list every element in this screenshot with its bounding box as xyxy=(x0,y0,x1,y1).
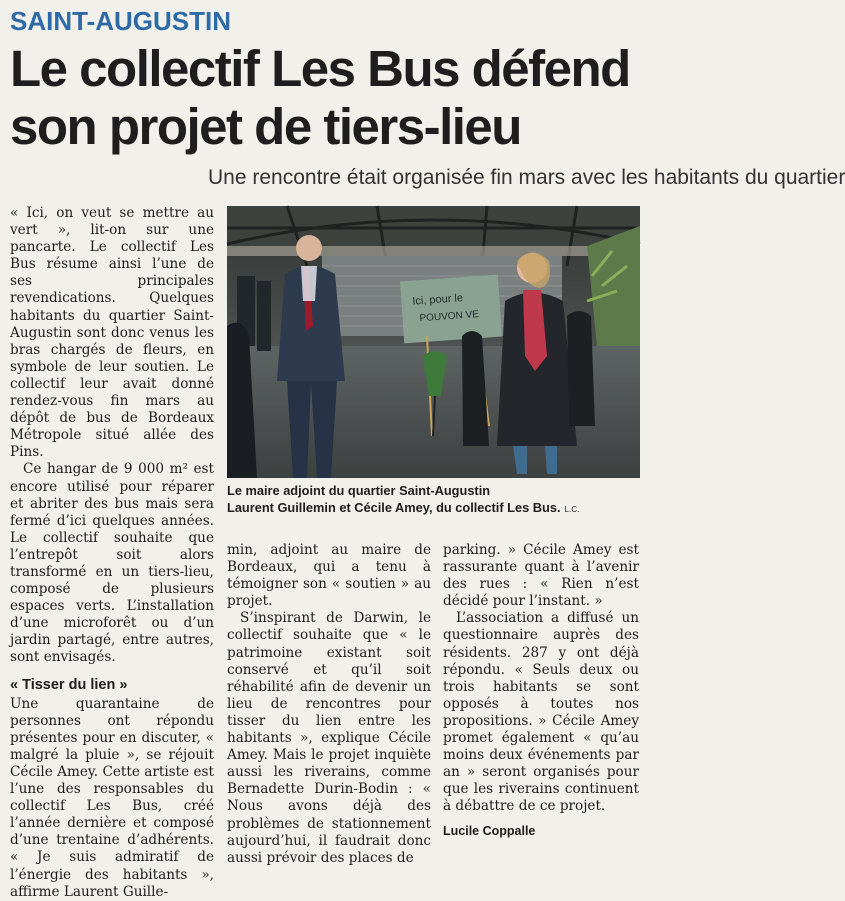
author-byline: Lucile Coppalle xyxy=(443,823,536,838)
sign-text: Ici, pour le xyxy=(411,292,464,308)
paragraph: min, adjoint au maire de Bordeaux, qui a tenu à témoigner son « soutien » au projet. xyxy=(227,542,431,610)
photo-credit: L.C. xyxy=(564,505,580,514)
headline-line: Le collectif Les Bus défend xyxy=(10,40,630,97)
paragraph: Ce hangar de 9 000 m² est encore utilisé pour réparer et abriter des bus mais sera fermé d’ici quelques années. Le collectif souhaite que l’entrepôt soit alors transformé en un tiers-lieu, composé de plusieurs espaces verts. L’installation d’une microforêt ou d’un jardin partagé, entre autres, sont envisagés. xyxy=(10,461,214,666)
headline-line: son projet de tiers-lieu xyxy=(10,98,521,155)
article-photo xyxy=(227,206,640,478)
photo-illustration xyxy=(227,206,640,478)
caption-line xyxy=(227,499,640,518)
caption-text: Laurent Guillemin et Cécile Amey, du collectif Les Bus. xyxy=(227,500,561,515)
paragraph: S’inspirant de Darwin, le collectif souhaite que « le patrimoine existant soit conservé et qu’il soit réhabilité afin de devenir un lieu de rencontres pour tisser du lien entre les habitants », explique Cécile Amey. Mais le projet inquiète aussi les riverains, comme Bernadette Durin-Bodin : « Nous avons déjà des problèmes de stationnement aujourd’hui, il faudrait donc aussi prévoir des places de xyxy=(227,610,431,866)
paragraph: parking. » Cécile Amey est rassurante quant à l’avenir des rues : « Rien n’est décidé pour l’instant. » xyxy=(443,542,639,610)
headline xyxy=(10,40,660,156)
section-label: SAINT-AUGUSTIN xyxy=(10,6,231,36)
paragraph: « Ici, on veut se mettre au vert », lit-on sur une pancarte. Le collectif Les Bus résume ainsi l’une de ses principales revendications. Quelques habitants du quartier Saint-Augustin sont donc venus les bras chargés de fleurs, en symbole de leur soutien. Le collectif leur avait donné rendez-vous fin mars au dépôt de bus de Bordeaux Métropole situé allée des Pins. xyxy=(10,205,214,461)
column-3 xyxy=(443,542,639,840)
sign-text: POUVON VE xyxy=(419,309,480,325)
paragraph: Une quarantaine de personnes ont répondu présentes pour en discuter, « malgré la pluie », se réjouit Cécile Amey. Cette artiste est l’une des responsables du collectif Les Bus, créé l’année dernière et composé d’une trentaine d’adhérents. « Je suis admiratif de l’énergie des habitants », affirme Laurent Guille- xyxy=(10,695,214,900)
column-2 xyxy=(227,542,431,867)
paragraph: L’association a diffusé un questionnaire auprès des résidents. 287 y ont déjà répondu. « Seuls deux ou trois habitants se sont opposés à toutes nos propositions. » Cécile Amey promet également « qu’au moins deux événements par an » seront organisés pour que les riverains continuent à débattre de ce projet. xyxy=(443,610,639,815)
photo-caption xyxy=(227,482,640,518)
caption-line: Le maire adjoint du quartier Saint-Augustin xyxy=(227,483,491,498)
subheadline: Une rencontre était organisée fin mars avec les habitants du quartier xyxy=(208,166,845,189)
intertitle: « Tisser du lien » xyxy=(10,676,128,693)
column-1 xyxy=(10,205,214,901)
